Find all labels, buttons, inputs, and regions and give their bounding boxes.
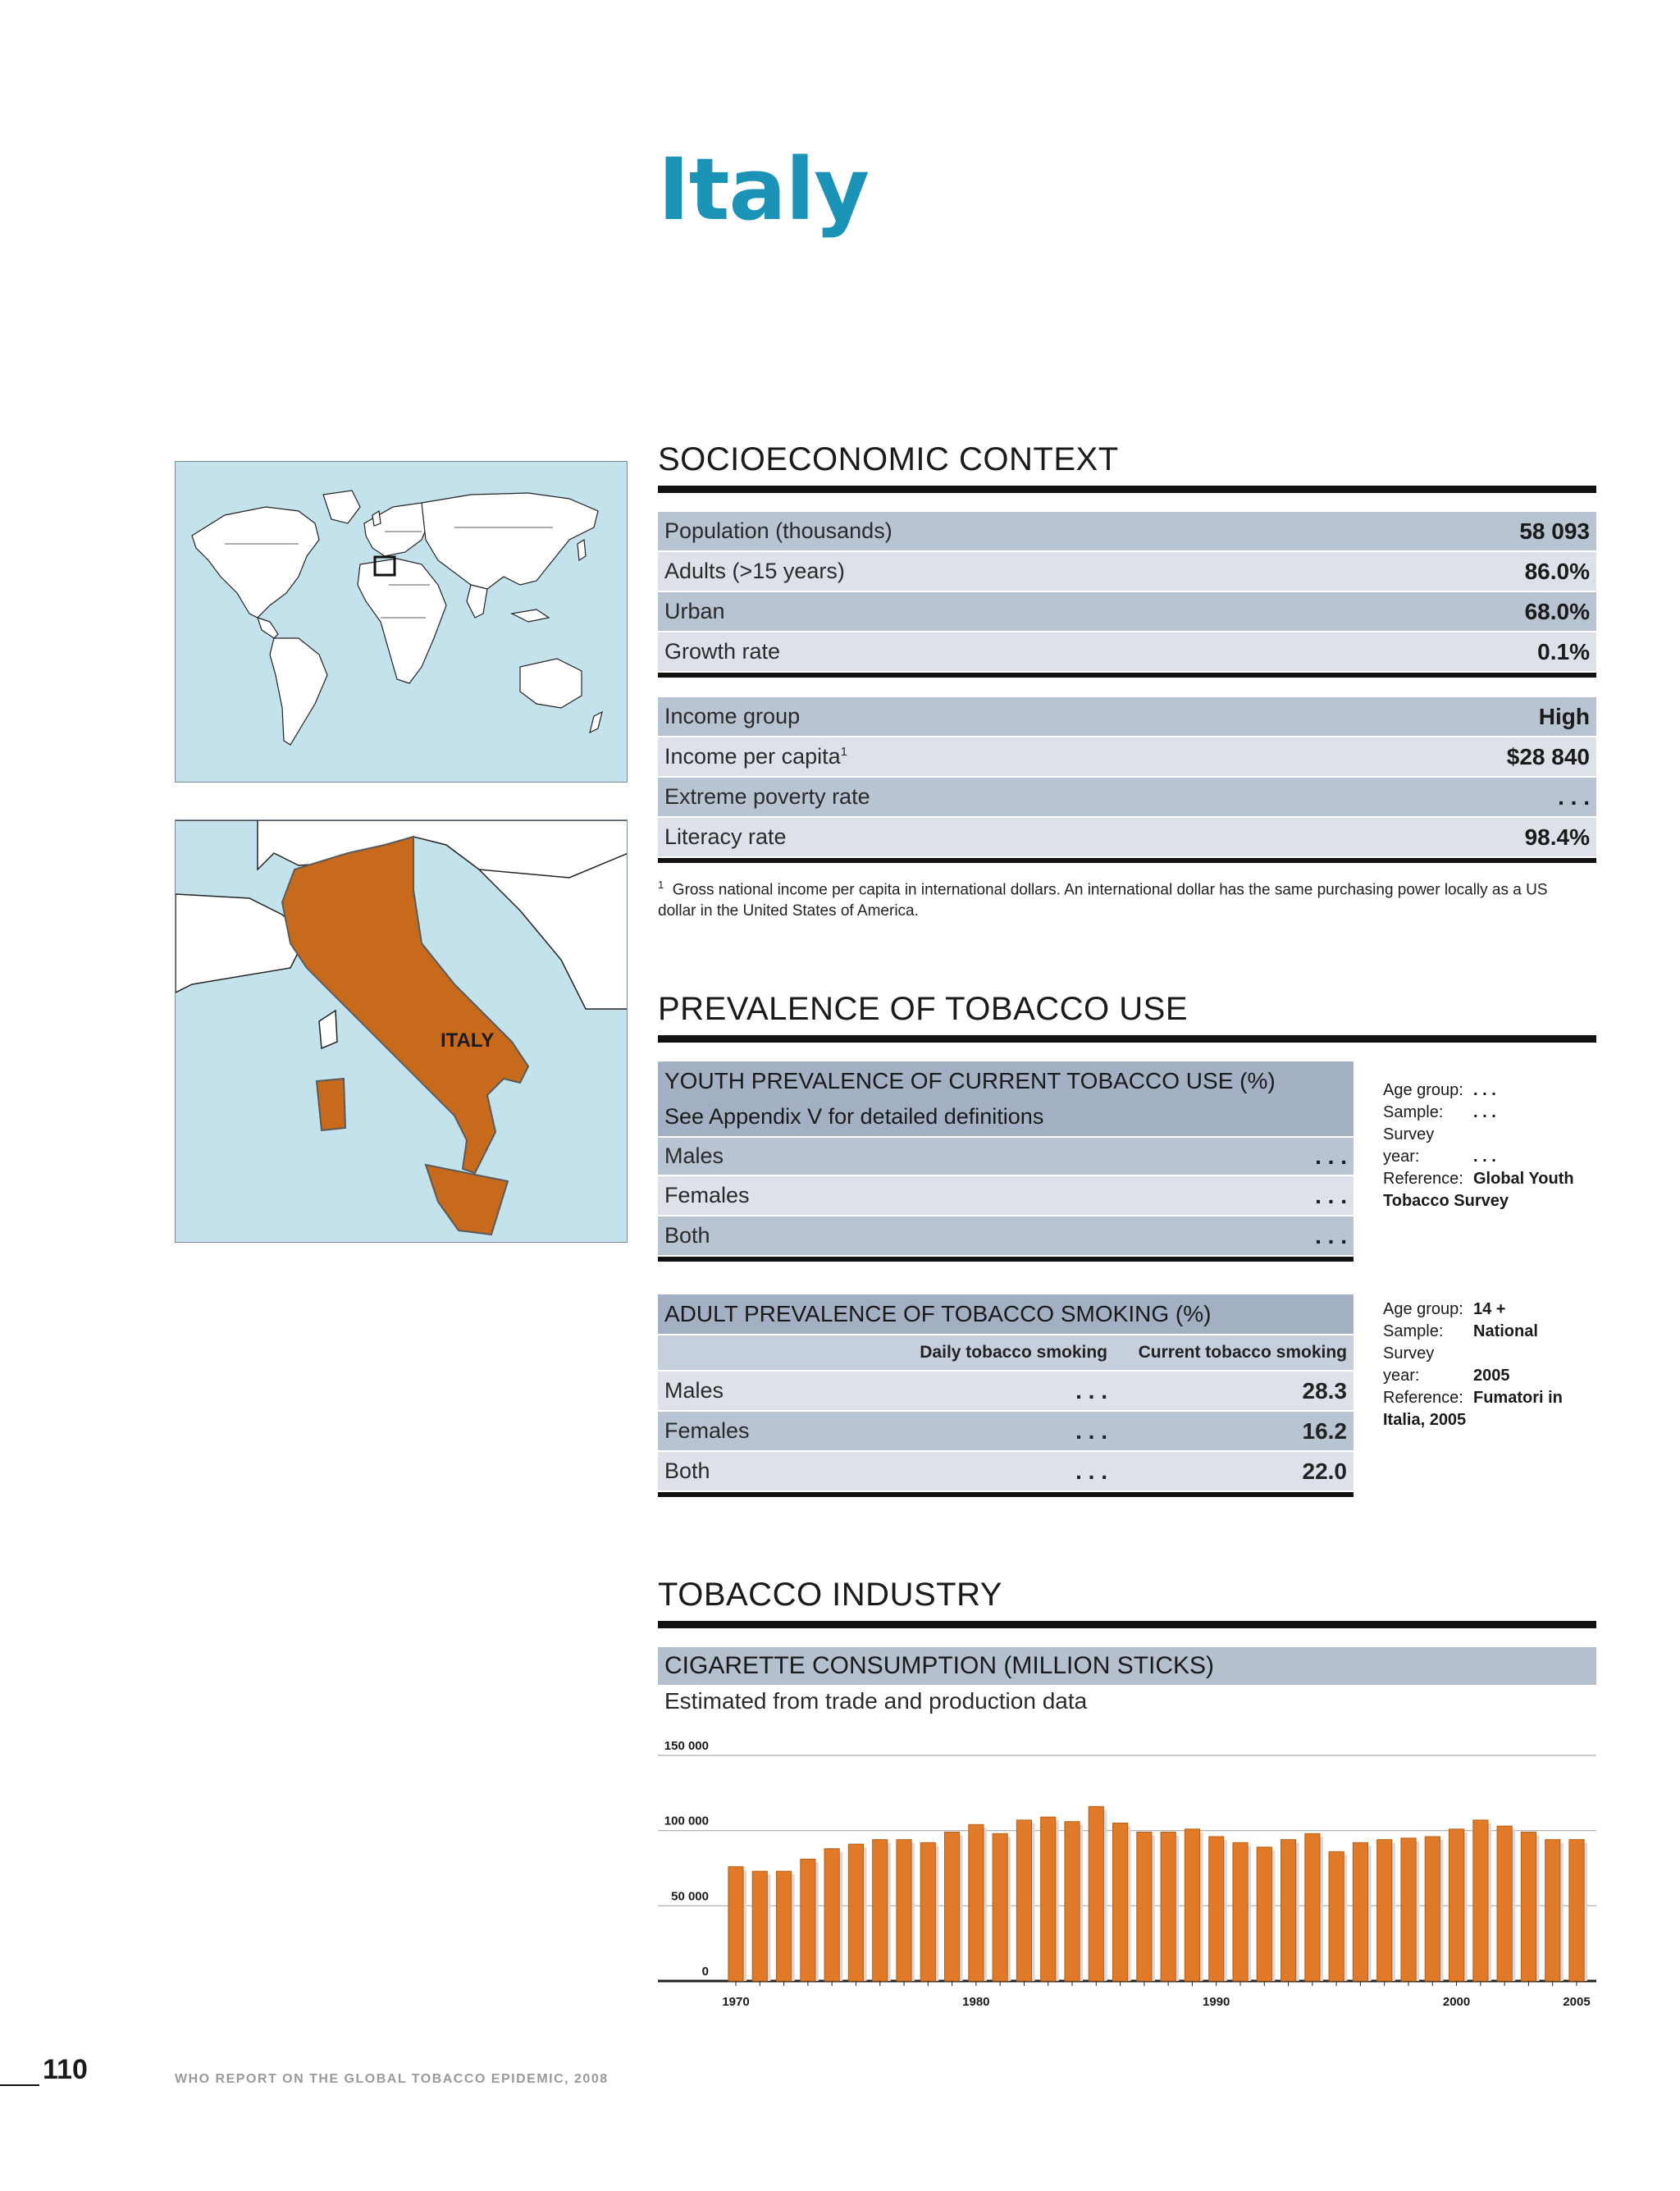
bar bbox=[1016, 1820, 1031, 1981]
bar bbox=[1065, 1822, 1080, 1981]
table-row: Growth rate 0.1% bbox=[658, 632, 1596, 673]
footnote: $^1$ Gross national income per capita in international dollars. An international dollar has the same purchasing power locally as a US dollar in the United States of America. bbox=[658, 879, 1548, 920]
bar bbox=[873, 1840, 888, 1981]
adult-table-header: ADULT PREVALENCE OF TOBACCO SMOKING (%) bbox=[658, 1294, 1354, 1334]
bar bbox=[1041, 1817, 1056, 1981]
prevalence-heading: PREVALENCE OF TOBACCO USE bbox=[658, 991, 1188, 1027]
bar bbox=[1497, 1826, 1512, 1981]
table-row: Females . . . 16.2 bbox=[658, 1412, 1354, 1452]
bar bbox=[1449, 1829, 1463, 1981]
world-map bbox=[175, 461, 628, 783]
bar bbox=[1353, 1842, 1367, 1981]
youth-table bbox=[658, 1061, 1354, 1262]
y-tick-label: 100 000 bbox=[664, 1814, 709, 1828]
bar bbox=[1137, 1833, 1152, 1982]
x-tick-label: 2000 bbox=[1442, 1995, 1471, 2009]
bar bbox=[1329, 1851, 1344, 1981]
bar bbox=[1257, 1847, 1271, 1981]
chart-title: CIGARETTE CONSUMPTION (MILLION STICKS) bbox=[658, 1647, 1596, 1685]
youth-survey-meta: Age group: . . . Sample: . . . Survey year: . . . Reference: Global Youth Tobacco Survey bbox=[1383, 1081, 1574, 1210]
adult-table bbox=[658, 1294, 1354, 1497]
table-row: Both . . . bbox=[658, 1216, 1354, 1257]
table-row: Males . . . 28.3 bbox=[658, 1372, 1354, 1412]
bar bbox=[1401, 1838, 1416, 1981]
bar bbox=[1473, 1820, 1488, 1981]
page-number: 110 bbox=[43, 2054, 88, 2085]
bar bbox=[1305, 1833, 1320, 1981]
italy-map bbox=[175, 819, 628, 1243]
bar bbox=[993, 1833, 1007, 1981]
bar bbox=[969, 1824, 984, 1981]
bar bbox=[1281, 1840, 1295, 1981]
italy-label: ITALY bbox=[441, 1029, 495, 1052]
y-tick-label: 150 000 bbox=[664, 1739, 709, 1753]
page-title: Italy bbox=[658, 139, 870, 240]
adult-column-headers: Daily tobacco smoking Current tobacco smoking bbox=[658, 1334, 1354, 1372]
bar bbox=[1521, 1833, 1536, 1982]
bar bbox=[1209, 1837, 1224, 1981]
bar bbox=[897, 1840, 911, 1981]
bar bbox=[824, 1849, 839, 1981]
table-row: Income group High bbox=[658, 697, 1596, 737]
bar bbox=[848, 1844, 863, 1981]
bar bbox=[728, 1867, 743, 1981]
socioeconomic-heading: SOCIOECONOMIC CONTEXT bbox=[658, 441, 1119, 477]
table-row: Both . . . 22.0 bbox=[658, 1452, 1354, 1492]
bar bbox=[920, 1842, 935, 1981]
section-rule bbox=[658, 1035, 1596, 1043]
x-tick-label: 2005 bbox=[1563, 1995, 1591, 2009]
table-row: Population (thousands) 58 093 bbox=[658, 512, 1596, 552]
bar bbox=[1185, 1829, 1199, 1981]
bar bbox=[1161, 1833, 1176, 1982]
bar bbox=[944, 1833, 959, 1982]
y-tick-label: 50 000 bbox=[671, 1889, 709, 1904]
consumption-bar-chart bbox=[658, 1735, 1596, 2018]
youth-table-header: YOUTH PREVALENCE OF CURRENT TOBACCO USE (%) See Appendix V for detailed definitions bbox=[658, 1061, 1354, 1136]
bar bbox=[1112, 1824, 1127, 1982]
table-row: Females . . . bbox=[658, 1176, 1354, 1216]
bar bbox=[1377, 1840, 1392, 1981]
adult-survey-meta: Age group: 14 + Sample: National Survey year: 2005 Reference: Fumatori in Italia, 2005 bbox=[1383, 1300, 1563, 1429]
bar bbox=[1425, 1837, 1440, 1981]
section-rule bbox=[658, 486, 1596, 493]
table-row: Income per capita$^1$ $28 840 bbox=[658, 737, 1596, 778]
bar bbox=[1089, 1806, 1103, 1981]
x-tick-label: 1990 bbox=[1203, 1995, 1230, 2009]
table-row: Literacy rate 98.4% bbox=[658, 818, 1596, 858]
bar bbox=[776, 1871, 791, 1981]
section-rule bbox=[658, 1621, 1596, 1628]
bar bbox=[752, 1871, 767, 1981]
report-footer: WHO REPORT ON THE GLOBAL TOBACCO EPIDEMIC, 2008 bbox=[175, 2072, 609, 2086]
chart-subtitle: Estimated from trade and production data bbox=[664, 1688, 1088, 1714]
x-tick-label: 1980 bbox=[962, 1995, 990, 2009]
industry-heading: TOBACCO INDUSTRY bbox=[658, 1577, 1002, 1613]
table-row: Urban 68.0% bbox=[658, 592, 1596, 632]
bar bbox=[1233, 1842, 1248, 1981]
bar bbox=[801, 1860, 815, 1982]
table-row: Males . . . bbox=[658, 1136, 1354, 1176]
socio-table-2 bbox=[658, 697, 1596, 863]
bar bbox=[1545, 1840, 1560, 1981]
table-row: Extreme poverty rate . . . bbox=[658, 778, 1596, 818]
x-tick-label: 1970 bbox=[722, 1995, 750, 2009]
table-row: Adults (>15 years) 86.0% bbox=[658, 552, 1596, 592]
y-tick-label: 0 bbox=[701, 1965, 709, 1979]
page-number-rule bbox=[0, 2084, 39, 2086]
socio-table-1 bbox=[658, 512, 1596, 678]
bar bbox=[1569, 1840, 1584, 1981]
